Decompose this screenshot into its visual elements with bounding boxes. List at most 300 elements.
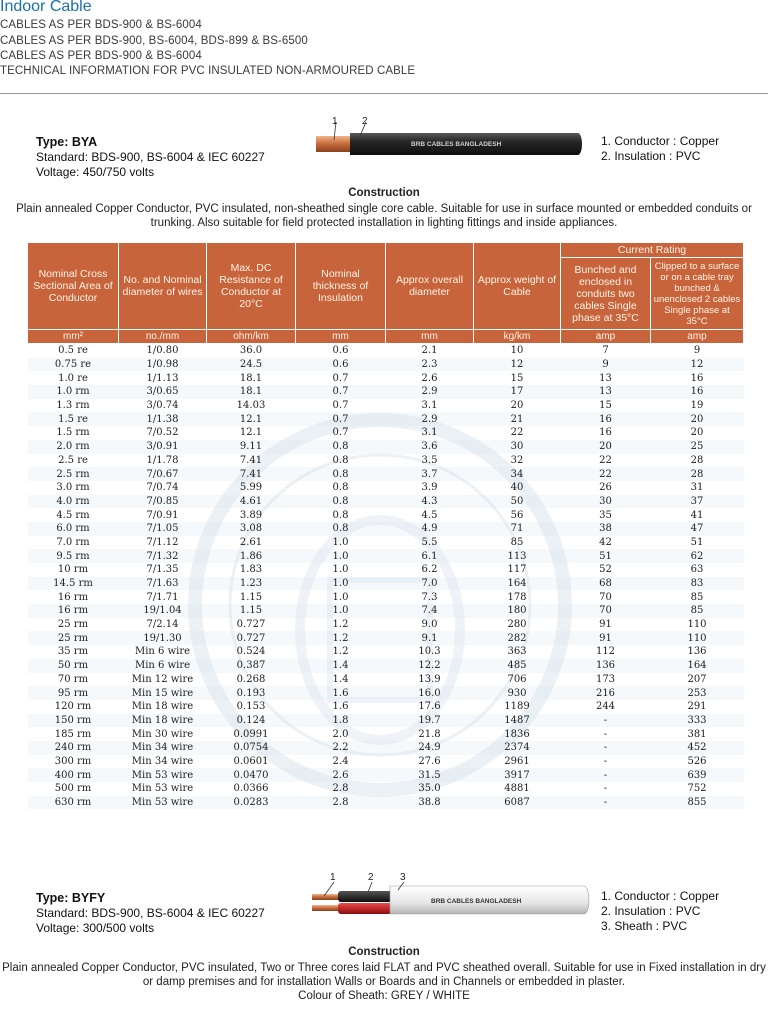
bya-marker-1: 1 (332, 116, 338, 127)
byfy-spec-list (601, 889, 719, 934)
table-cell: 38.8 (386, 796, 474, 810)
table-cell: 7/1.05 (119, 522, 207, 536)
table-cell: 13 (599, 372, 612, 384)
header-divider (0, 93, 768, 94)
table-cell: 1.8 (296, 714, 386, 728)
table-cell: 0.6 (296, 358, 386, 372)
byfy-cable-illustration (312, 870, 592, 922)
table-cell: Min 34 wire (119, 741, 207, 755)
table-cell: 22 (510, 427, 524, 439)
table-row (28, 467, 744, 481)
table-cell: 0.5 re (58, 345, 88, 357)
table-cell: 7/1.63 (119, 577, 207, 591)
table-cell: 0.0366 (233, 783, 269, 795)
unit-resistance: ohm/km (207, 330, 296, 344)
header-line-3: CABLES AS PER BDS-900 & BS-6004 (0, 50, 202, 62)
table-cell: 0.0283 (207, 796, 296, 810)
table-cell: 10.3 (418, 646, 441, 658)
table-cell: 1/1.78 (146, 454, 179, 466)
table-row (28, 412, 744, 426)
header-diameter: Approx overall diameter (386, 243, 474, 330)
table-cell: 1.5 re (28, 412, 119, 426)
table-cell: 7.41 (207, 467, 296, 481)
table-row (28, 549, 744, 563)
table-cell: 3/0.65 (119, 385, 207, 399)
table-cell: 4.61 (207, 495, 296, 509)
table-cell: 0.0754 (207, 741, 296, 755)
table-cell: 2.6 (421, 372, 438, 384)
table-cell: 4.5 (421, 509, 438, 521)
unit-weight: kg/km (474, 330, 561, 344)
table-cell: 2.4 (332, 755, 349, 767)
header-cr-clipped: Clipped to a surface or on a cable tray bunched & unenclosed 2 cables Single phase at 35°C (651, 258, 744, 330)
table-cell: 7.4 (386, 604, 474, 618)
byfy-spec-insulation: 2. Insulation : PVC (601, 904, 701, 918)
table-cell: 20 (690, 427, 704, 439)
table-cell: 25 rm (28, 631, 119, 645)
table-cell: 0.387 (207, 659, 296, 673)
table-cell: 173 (595, 673, 616, 685)
table-cell: 9 (561, 358, 651, 372)
table-cell: 5.99 (239, 482, 263, 494)
table-cell: Min 12 wire (131, 673, 194, 685)
table-cell: 25 rm (57, 619, 89, 631)
table-cell: 280 (507, 619, 527, 631)
table-cell: - (561, 714, 651, 728)
table-cell: 40 (510, 482, 524, 494)
table-cell: 2.1 (421, 345, 438, 357)
table-cell: 1487 (474, 714, 561, 728)
table-cell: 855 (651, 796, 744, 810)
table-cell: 56 (510, 509, 524, 521)
table-row (28, 686, 744, 700)
table-cell: 0.0991 (233, 728, 269, 740)
table-cell: 7/0.74 (146, 482, 179, 494)
table-cell: 13 (561, 385, 651, 399)
bya-spec-conductor: 1. Conductor : Copper (601, 134, 720, 148)
table-row (28, 714, 744, 728)
table-cell: - (603, 755, 608, 767)
table-cell: 113 (474, 549, 561, 563)
unit-wires: no./mm (119, 330, 207, 344)
table-cell: 51 (561, 549, 651, 563)
table-cell: 30 (561, 495, 651, 509)
table-cell: 4881 (504, 783, 530, 795)
table-row (28, 590, 744, 604)
byfy-spec-conductor: 1. Conductor : Copper (601, 889, 720, 903)
table-cell: 1/0.80 (146, 345, 179, 357)
table-row (28, 399, 744, 413)
table-cell: 0.8 (296, 495, 386, 509)
table-cell: 19/1.04 (119, 604, 207, 618)
table-cell: 0.524 (236, 646, 266, 658)
byfy-construction-text: Plain annealed Copper Conductor, PVC insulated, Two or Three cores laid FLAT and PVC sheathed overall. Suitable for use in Fixed installation in dry or damp premises and for installation Walls or Boards and in Channels or embedded in plaster. (2, 962, 766, 988)
table-cell: 19/1.30 (119, 631, 207, 645)
table-cell: 41 (690, 509, 704, 521)
table-cell: 85 (690, 591, 704, 603)
table-cell: 21 (474, 412, 561, 426)
table-cell: 27.6 (418, 755, 441, 767)
header-wires: No. and Nominal diameter of wires (119, 243, 207, 330)
table-cell: 71 (474, 522, 561, 536)
table-cell: 31 (690, 482, 704, 494)
table-cell: 52 (599, 564, 612, 576)
table-cell: 2.5 re (58, 454, 88, 466)
table-cell: 363 (507, 646, 527, 658)
table-row (28, 768, 744, 782)
table-cell: 1.83 (239, 564, 263, 576)
table-cell: 1.0 rm (28, 385, 119, 399)
table-cell: 300 rm (54, 755, 92, 767)
table-cell: 120 rm (54, 701, 92, 713)
table-cell: 500 rm (54, 783, 92, 795)
table-cell: 9.0 (421, 619, 438, 631)
table-row (28, 618, 744, 632)
table-cell: 4.0 rm (28, 495, 119, 509)
table-cell: 291 (687, 701, 707, 713)
table-cell: 2.61 (239, 536, 263, 548)
table-cell: 70 (599, 591, 612, 603)
table-cell: 706 (507, 673, 527, 685)
byfy-marker-1: 1 (330, 872, 336, 883)
table-cell: 18.1 (239, 372, 263, 384)
table-cell: 37 (651, 495, 744, 509)
table-cell: 70 rm (57, 673, 89, 685)
table-cell: 16.0 (386, 686, 474, 700)
table-cell: 2.0 (332, 728, 349, 740)
table-cell: 150 rm (28, 714, 119, 728)
table-row (28, 508, 744, 522)
table-cell: 2961 (504, 755, 530, 767)
table-cell: 10 rm (57, 564, 89, 576)
table-cell: 110 (687, 619, 707, 631)
table-cell: 0.8 (332, 509, 349, 521)
table-cell: 7.0 (386, 577, 474, 591)
bya-construction-text: Plain annealed Copper Conductor, PVC insulated, non-sheathed single core cable. Suitable for use in surface mounted or embedded conduits or trunking. Also suitable for field protected installation in lighting fittings and inside appliances. (16, 203, 752, 229)
table-row (28, 796, 744, 810)
header-thickness: Nominal thickness of Insulation (296, 243, 386, 330)
table-cell: 35 (599, 509, 612, 521)
table-cell: 1.15 (207, 604, 296, 618)
table-cell: 0.0470 (207, 768, 296, 782)
table-cell: 3.1 (421, 427, 438, 439)
table-cell: - (603, 728, 608, 740)
table-cell: 110 (651, 631, 744, 645)
cable-spec-table (27, 242, 743, 809)
unit-amp-clipped: amp (651, 330, 744, 344)
table-cell: 1.0 (332, 536, 349, 548)
byfy-voltage: Voltage: 300/500 volts (36, 921, 155, 935)
table-cell: 4.3 (386, 495, 474, 509)
table-cell: 3/0.91 (119, 440, 207, 454)
table-cell: 400 rm (28, 768, 119, 782)
table-cell: 3.7 (386, 467, 474, 481)
byfy-conductor-1 (312, 894, 340, 900)
table-cell: 526 (687, 755, 707, 767)
table-cell: 24.9 (386, 741, 474, 755)
table-cell: 1836 (504, 728, 530, 740)
unit-diameter: mm (386, 330, 474, 344)
table-cell: 244 (595, 701, 616, 713)
table-cell: Min 53 wire (119, 796, 207, 810)
table-cell: 1.2 (296, 631, 386, 645)
table-cell: 0.75 re (28, 358, 119, 372)
table-cell: 180 (474, 604, 561, 618)
table-cell: Min 15 wire (119, 686, 207, 700)
table-cell: 7.41 (239, 454, 263, 466)
byfy-construction-title: Construction (348, 946, 420, 958)
table-row (28, 481, 744, 495)
table-cell: 20 (651, 412, 744, 426)
table-cell: 22 (599, 454, 612, 466)
table-cell: 12 (474, 358, 561, 372)
table-row (28, 385, 744, 399)
table-cell: 3.9 (421, 482, 438, 494)
table-cell: 6.1 (386, 549, 474, 563)
table-row (28, 673, 744, 687)
table-cell: 10 (510, 345, 524, 357)
table-cell: 0.8 (296, 467, 386, 481)
table-row (28, 426, 744, 440)
table-cell: 12.1 (239, 427, 263, 439)
table-cell: 6087 (474, 796, 561, 810)
units-row (28, 330, 744, 344)
table-row (28, 522, 744, 536)
table-cell: 2374 (474, 741, 561, 755)
table-cell: 7/0.85 (119, 495, 207, 509)
table-cell: 7/0.67 (119, 467, 207, 481)
table-cell: 0.727 (207, 631, 296, 645)
table-cell: 7/2.14 (146, 619, 179, 631)
table-cell: 7/0.52 (146, 427, 179, 439)
table-row (28, 741, 744, 755)
table-cell: 452 (651, 741, 744, 755)
table-cell: 7/1.32 (119, 549, 207, 563)
byfy-type: Type: BYFY (36, 891, 106, 905)
table-cell: 12 (651, 358, 744, 372)
table-cell: 34 (474, 467, 561, 481)
table-cell: 3.5 (421, 454, 438, 466)
table-cell: 1.4 (332, 673, 349, 685)
table-cell: 282 (474, 631, 561, 645)
table-cell: 32 (510, 454, 524, 466)
bya-cable-print: BRB CABLES BANGLADESH (411, 141, 502, 148)
table-cell: 3.89 (239, 509, 263, 521)
header-resistance: Max. DC Resistance of Conductor at 20°C (207, 243, 296, 330)
table-cell: 4.5 rm (56, 509, 90, 521)
table-row (28, 755, 744, 769)
table-cell: 9 (693, 345, 701, 357)
table-cell: 164 (651, 659, 744, 673)
table-cell: - (561, 796, 651, 810)
table-cell: - (561, 741, 651, 755)
table-cell: 5.5 (421, 536, 438, 548)
byfy-marker-2: 2 (368, 872, 374, 883)
bya-type-block (36, 135, 265, 180)
table-cell: 14.5 rm (28, 577, 119, 591)
table-cell: Min 34 wire (131, 755, 194, 767)
table-cell: 28 (651, 467, 744, 481)
table-cell: 164 (474, 577, 561, 591)
table-cell: 17 (474, 385, 561, 399)
table-cell: 50 (474, 495, 561, 509)
table-cell: 25 (651, 440, 744, 454)
unit-area: mm² (28, 330, 119, 344)
table-cell: 20 (510, 400, 524, 412)
table-cell: Min 6 wire (119, 659, 207, 673)
table-cell: 112 (595, 646, 616, 658)
table-cell: 47 (651, 522, 744, 536)
table-cell: 16 rm (57, 591, 89, 603)
table-cell: 16 (690, 372, 704, 384)
table-cell: 0.7 (332, 400, 349, 412)
table-cell: 85 (651, 604, 744, 618)
table-row (28, 645, 744, 659)
table-cell: 16 (651, 385, 744, 399)
table-row (28, 371, 744, 385)
table-cell: 42 (599, 536, 612, 548)
table-cell: 1.4 (296, 659, 386, 673)
table-cell: 13.9 (418, 673, 441, 685)
table-cell: 19 (690, 400, 704, 412)
table-cell: 0.7 (332, 427, 349, 439)
table-row (28, 659, 744, 673)
table-cell: 1/1.38 (119, 412, 207, 426)
table-cell: 9.1 (386, 631, 474, 645)
table-cell: 2.9 (386, 385, 474, 399)
table-row (28, 344, 744, 358)
table-cell: 117 (507, 564, 527, 576)
table-cell: 2.8 (332, 783, 349, 795)
table-cell: 136 (687, 646, 707, 658)
table-cell: 381 (687, 728, 707, 740)
table-cell: Min 18 wire (119, 714, 207, 728)
table-cell: 333 (651, 714, 744, 728)
table-cell: 24.5 (207, 358, 296, 372)
table-cell: 253 (651, 686, 744, 700)
byfy-marker-3: 3 (400, 872, 406, 883)
table-row (28, 536, 744, 550)
table-cell: 18.1 (207, 385, 296, 399)
unit-thickness: mm (296, 330, 386, 344)
table-row (28, 440, 744, 454)
table-cell: 91 (561, 631, 651, 645)
table-cell: Min 53 wire (119, 768, 207, 782)
table-cell: 68 (561, 577, 651, 591)
table-cell: 1.3 rm (56, 400, 90, 412)
byfy-spec-sheath: 3. Sheath : PVC (601, 919, 688, 933)
bya-spec-insulation: 2. Insulation : PVC (601, 149, 701, 163)
table-cell: 1/0.98 (119, 358, 207, 372)
unit-amp-bunched: amp (561, 330, 651, 344)
table-cell: 85 (510, 536, 524, 548)
table-cell: 7/1.35 (146, 564, 179, 576)
bya-marker-2: 2 (362, 116, 368, 127)
table-row (28, 454, 744, 468)
table-cell: Min 53 wire (131, 783, 194, 795)
table-cell: 0.727 (236, 619, 266, 631)
table-cell: 2.6 (296, 768, 386, 782)
table-cell: 1.23 (207, 577, 296, 591)
table-cell: 51 (690, 536, 704, 548)
table-cell: 639 (651, 768, 744, 782)
table-cell: 9.11 (207, 440, 296, 454)
table-cell: 30 (474, 440, 561, 454)
table-cell: 1.0 re (58, 372, 88, 384)
table-cell: 3/0.74 (146, 400, 179, 412)
table-cell: 0.8 (332, 454, 349, 466)
table-cell: 0.7 (296, 385, 386, 399)
table-cell: 1.6 (296, 686, 386, 700)
table-cell: 7.3 (421, 591, 438, 603)
table-cell: 2.8 (296, 796, 386, 810)
table-cell: 63 (690, 564, 704, 576)
table-cell: 1.2 (332, 619, 349, 631)
table-cell: 0.8 (296, 440, 386, 454)
table-cell: 9.5 rm (28, 549, 119, 563)
table-cell: 1.0 (296, 577, 386, 591)
table-cell: 1/1.13 (146, 372, 179, 384)
table-row (28, 700, 744, 714)
table-cell: 3.1 (421, 400, 438, 412)
table-cell: 752 (687, 783, 707, 795)
table-cell: 1.0 (296, 604, 386, 618)
table-cell: 16 (561, 412, 651, 426)
table-cell: 2.9 (386, 412, 474, 426)
table-cell: 22 (561, 467, 651, 481)
table-row (28, 358, 744, 372)
table-cell: 1189 (504, 701, 530, 713)
table-row (28, 604, 744, 618)
table-cell: 14.03 (236, 400, 266, 412)
table-cell: 7 (602, 345, 609, 357)
table-cell: 19.7 (386, 714, 474, 728)
table-cell: 91 (599, 619, 612, 631)
header-line-4: TECHNICAL INFORMATION FOR PVC INSULATED NON-ARMOURED CABLE (0, 65, 416, 77)
table-cell: 216 (561, 686, 651, 700)
table-row (28, 563, 744, 577)
table-cell: 0.8 (332, 482, 349, 494)
bya-spec-list (601, 134, 719, 164)
table-cell: 178 (507, 591, 527, 603)
table-cell: 1.86 (207, 549, 296, 563)
table-cell: 3.6 (386, 440, 474, 454)
table-row (28, 577, 744, 591)
table-cell: 16 rm (28, 604, 119, 618)
table-cell: Min 18 wire (131, 701, 194, 713)
bya-voltage: Voltage: 450/750 volts (36, 165, 155, 179)
table-cell: 2.0 rm (28, 440, 119, 454)
table-cell: 26 (599, 482, 612, 494)
header-weight: Approx weight of Cable (474, 243, 561, 330)
table-cell: 12.1 (207, 412, 296, 426)
table-cell: - (603, 783, 608, 795)
table-cell: 21.8 (418, 728, 441, 740)
byfy-standard: Standard: BDS-900, BS-6004 & IEC 60227 (36, 906, 265, 920)
table-cell: 0.124 (207, 714, 296, 728)
table-cell: Min 6 wire (134, 646, 191, 658)
table-cell: 7/1.12 (146, 536, 179, 548)
table-cell: 0.193 (207, 686, 296, 700)
table-cell: 1.0 (332, 564, 349, 576)
table-cell: 0.7 (296, 412, 386, 426)
table-cell: 2.3 (386, 358, 474, 372)
table-cell: 207 (687, 673, 707, 685)
table-cell: 930 (474, 686, 561, 700)
table-cell: 95 rm (28, 686, 119, 700)
table-cell: 1.5 rm (56, 427, 90, 439)
table-cell: 62 (651, 549, 744, 563)
